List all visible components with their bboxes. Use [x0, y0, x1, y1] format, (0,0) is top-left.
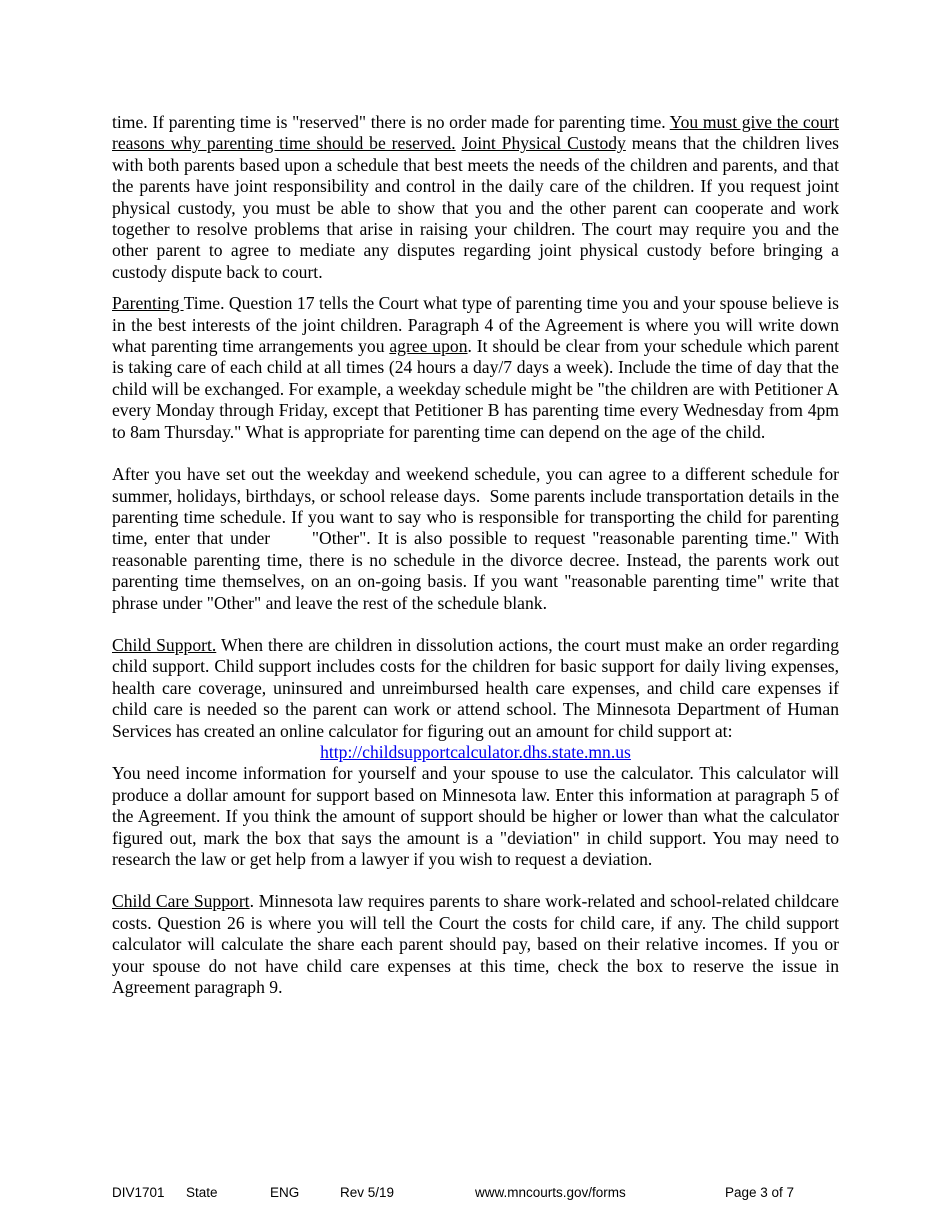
underlined-reserved-reasons: You must give the court reasons why parenting time should be reserved. [112, 112, 839, 154]
footer-language: ENG [270, 1185, 300, 1200]
paragraph-joint-physical-custody: time. If parenting time is "reserved" there is no order made for parenting time. You must give the court reasons why parenting time should be reserved. Joint Physical Custody means that the children lives with both parents based upon a schedule that best meets the needs of the children and parents, and that the parents have joint responsibility and control in the daily care of the children. If you request joint physical custody, you must be able to show that you and the other parent can cooperate and work together to resolve problems that arise in raising your children. The court may require you and the other parent to agree to mediate any disputes regarding joint physical custody before bringing a custody dispute back to court. [112, 112, 840, 282]
footer-scope: State [186, 1185, 218, 1200]
calculator-link-line [112, 742, 839, 763]
child-support-calculator-link[interactable]: http://childsupportcalculator.dhs.state.mn.us [320, 741, 631, 762]
paragraph-child-support: Child Support. When there are children in dissolution actions, the court must make an order regarding child support. Child support includes costs for the children for basic support for daily living expenses, health care coverage, uninsured and unreimbursed health care expenses, and child care expenses if child care is needed so the parent can work or attend school. The Minnesota Department of Human Services has created an online calculator for figuring out an amount for child support at: [112, 634, 840, 741]
paragraph-income-information: You need income information for yourself and your spouse to use the calculator. This calculator will produce a dollar amount for support based on Minnesota law. Enter this information at paragraph 5 of the Agreement. If you think the amount of support should be higher or lower than what the calculator figured out, mark the box that says the amount is a "deviation" in child support. You may need to research the law or get help from a lawyer if you wish to request a deviation. [112, 763, 839, 869]
footer-website: www.mncourts.gov/forms [475, 1185, 626, 1200]
paragraph-schedule-details: After you have set out the weekday and weekend schedule, you can agree to a different schedule for summer, holidays, birthdays, or school release days. Some parents include transportation details in the parenting time schedule. If you want to say who is responsible for transporting the child for parenting time, enter that under "Other". It is also possible to request "reasonable parenting time." With reasonable parenting time, there is no schedule in the divorce decree. Instead, the parents work out parenting time themselves, on an on-going basis. If you want "reasonable parenting time" write that phrase under "Other" and leave the rest of the schedule blank. [112, 464, 844, 613]
heading-child-care-support: Child Care Support [112, 891, 250, 912]
paragraph-child-care-support: Child Care Support. Minnesota law requires parents to share work-related and school-related childcare costs. Question 26 is where you will tell the Court the costs for child care, if any. The child support calculator will calculate the share each parent should pay, based on their relative incomes. If you or your spouse do not have child care expenses at this time, check the box to reserve the issue in Agreement paragraph 9. [112, 891, 839, 998]
footer-revision: Rev 5/19 [340, 1185, 395, 1200]
heading-child-support: Child Support. [112, 634, 217, 655]
footer-page-number: Page 3 of 7 [725, 1185, 795, 1200]
heading-joint-physical-custody: Joint Physical Custody [461, 133, 626, 154]
underlined-agree-upon: agree upon [389, 336, 468, 357]
heading-parenting-time: Parenting [112, 293, 184, 314]
document-body [112, 112, 844, 998]
footer-form-id: DIV1701 [112, 1185, 165, 1200]
paragraph-parenting-time: Parenting Time. Question 17 tells the Court what type of parenting time you and your spouse believe is in the best interests of the joint children. Paragraph 4 of the Agreement is where you will write down what parenting time arrangements you agree upon. It should be clear from your schedule which parent is taking care of each child at all times (24 hours a day/7 days a week). Include the time of day that the child will be exchanged. For example, a weekday schedule might be "the children are with Petitioner A every Monday through Friday, except that Petitioner B has parenting time every Wednesday from 4pm to 8am Thursday." What is appropriate for parenting time can depend on the age of the child. [112, 293, 840, 442]
